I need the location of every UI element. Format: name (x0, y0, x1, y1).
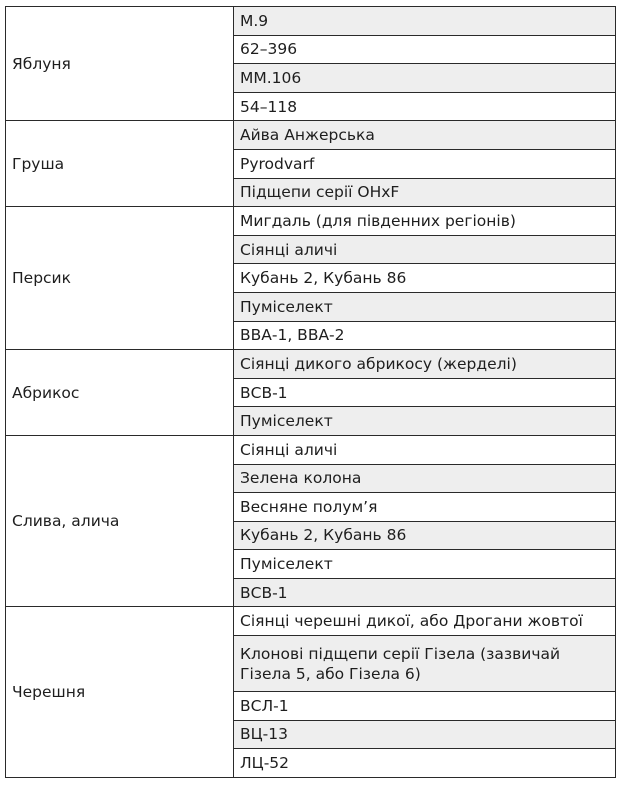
rootstock-cell: M.9 (234, 7, 616, 36)
rootstock-cell: ЛЦ-52 (234, 749, 616, 778)
rootstock-cell: Кубань 2, Кубань 86 (234, 521, 616, 550)
rootstock-cell: ВСВ-1 (234, 578, 616, 607)
rootstock-cell: Кубань 2, Кубань 86 (234, 264, 616, 293)
fruit-cell: Груша (6, 121, 234, 207)
rootstock-cell: Весняне полум’я (234, 493, 616, 522)
rootstock-cell: Сіянці дикого абрикосу (жерделі) (234, 350, 616, 379)
table-row (6, 7, 616, 36)
rootstock-cell: ВЦ-13 (234, 720, 616, 749)
table-row (6, 607, 616, 636)
rootstock-cell: Пуміселект (234, 407, 616, 436)
rootstock-cell: MM.106 (234, 64, 616, 93)
rootstock-cell: Pyrodvarf (234, 149, 616, 178)
fruit-cell: Слива, алича (6, 435, 234, 607)
rootstock-cell: Пуміселект (234, 292, 616, 321)
rootstock-cell: Сіянці аличі (234, 435, 616, 464)
rootstock-cell: ВСВ-1 (234, 378, 616, 407)
rootstock-cell: Сіянці черешні дикої, або Дрогани жовтої (234, 607, 616, 636)
table-row (6, 435, 616, 464)
fruit-cell: Персик (6, 207, 234, 350)
rootstock-cell: ВСЛ-1 (234, 692, 616, 721)
table-row (6, 350, 616, 379)
rootstock-cell: Клонові підщепи серії Гізела (зазвичай Гізела 5, або Гізела 6) (234, 636, 616, 692)
rootstock-cell: Пуміселект (234, 550, 616, 579)
table-row (6, 121, 616, 150)
rootstock-cell: 62–396 (234, 35, 616, 64)
rootstock-cell: Зелена колона (234, 464, 616, 493)
fruit-cell: Яблуня (6, 7, 234, 121)
rootstock-cell: Підщепи серії OHxF (234, 178, 616, 207)
table-body (6, 7, 616, 778)
rootstock-cell: ВВА-1, ВВА-2 (234, 321, 616, 350)
rootstock-table (5, 6, 616, 778)
rootstock-cell: Сіянці аличі (234, 235, 616, 264)
fruit-cell: Черешня (6, 607, 234, 777)
fruit-cell: Абрикос (6, 350, 234, 436)
rootstock-cell: Мигдаль (для південних регіонів) (234, 207, 616, 236)
rootstock-cell: Айва Анжерська (234, 121, 616, 150)
table-row (6, 207, 616, 236)
rootstock-cell: 54–118 (234, 92, 616, 121)
